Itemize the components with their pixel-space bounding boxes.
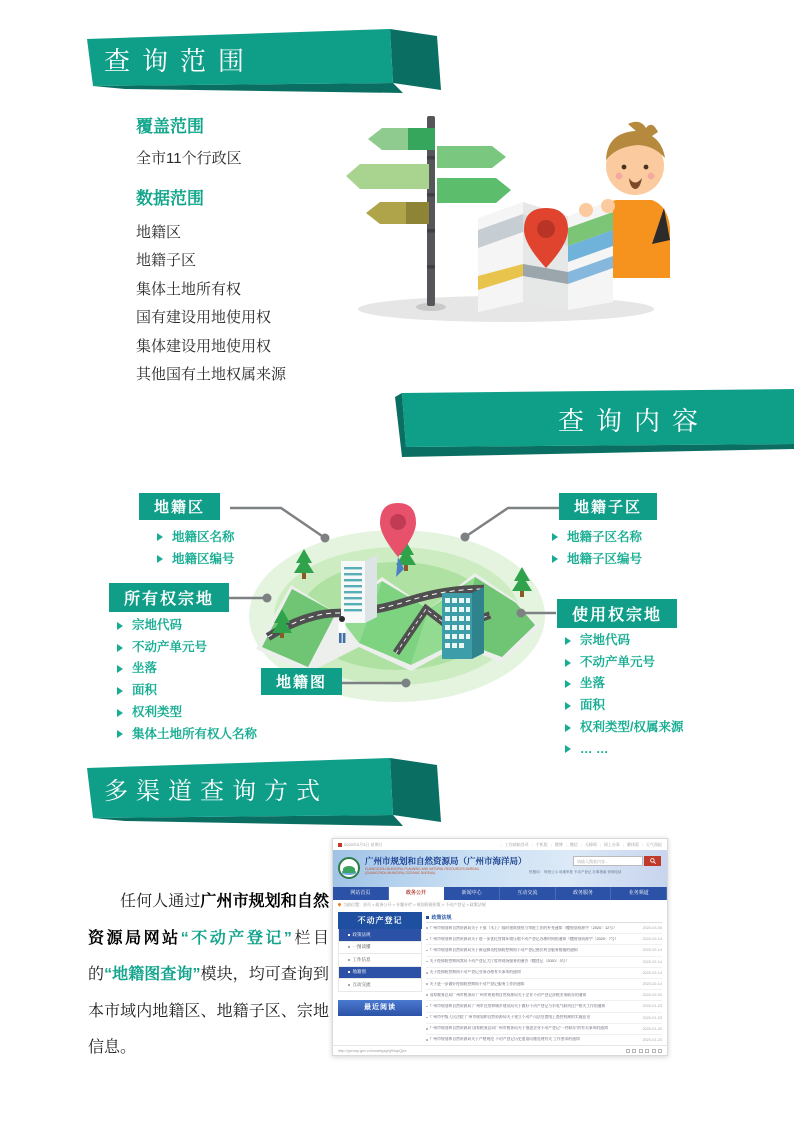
news-row: [426, 1001, 662, 1012]
paragraph-segment: 广州市规划和自然资源局网站: [88, 893, 329, 947]
news-row: [426, 934, 662, 945]
share-icon: [645, 1049, 649, 1053]
white-building-icon: [341, 555, 377, 623]
news-date: 2020-02-14: [642, 937, 662, 942]
attribute-label: 面积: [132, 683, 158, 698]
topbar-link: | 无障碍: [581, 842, 597, 848]
square-bullet-icon: [348, 971, 350, 973]
sidebar-item-label: 地籍图: [352, 969, 366, 975]
arrow-bullet-icon: [565, 724, 571, 732]
share-icon: [632, 1049, 636, 1053]
calendar-icon: [338, 843, 342, 847]
news-date: 2020-02-03: [642, 993, 662, 998]
attribute-item: [565, 630, 683, 652]
dot-bullet-icon: [426, 1039, 428, 1041]
topbar-link: | 天气预报: [642, 842, 662, 848]
dot-bullet-icon: [426, 939, 428, 941]
query-channels-banner-title: 多渠道查询方式: [104, 778, 328, 805]
news-date: 2020-01-20: [642, 1026, 662, 1031]
news-row: [426, 957, 662, 968]
attribute-item: [157, 548, 235, 570]
news-date: 2020-01-23: [642, 1015, 662, 1020]
teal-building-icon: [442, 587, 484, 659]
sidebar-item-label: 政策法规: [352, 931, 371, 937]
paragraph-segment: 任何人通过: [120, 893, 201, 910]
search-input: 请输入搜索内容...: [573, 856, 643, 866]
square-bullet-icon: [348, 959, 350, 961]
arrow-bullet-icon: [565, 745, 571, 753]
data-scope-item: 集体建设用地使用权: [136, 337, 272, 355]
topbar-link: | 工作邮箱登录: [501, 842, 529, 848]
dot-bullet-icon: [426, 972, 428, 974]
dot-bullet-icon: [426, 1028, 428, 1030]
signpost-and-traveler-illustration: [346, 106, 670, 338]
news-date: 2020-01-23: [642, 1037, 662, 1042]
site-body: [333, 909, 667, 1045]
attribute-item: [565, 717, 683, 739]
arrow-bullet-icon: [565, 637, 571, 645]
share-icon: [639, 1049, 643, 1053]
ownership-parcel-attributes: [117, 615, 257, 745]
news-date: 2020-02-14: [642, 959, 662, 964]
site-url: http://gzmap.gov.cn/smartgzghj/MapQjcx: [338, 1048, 407, 1053]
news-date: 2020-01-23: [642, 1004, 662, 1009]
news-title: 关于疫情防控期间我局不动产登记大厅暂停现场服务的通告（穗登记〔2020〕3号）: [429, 959, 570, 964]
news-rows: [426, 923, 662, 1046]
attribute-label: 不动产单元号: [132, 639, 208, 654]
arrow-bullet-icon: [117, 709, 123, 717]
attribute-item: [565, 739, 683, 761]
news-row: [426, 1013, 662, 1024]
attribute-label: … …: [580, 741, 609, 756]
topbar-link: | 网上办事: [600, 842, 620, 848]
attribute-item: [117, 615, 257, 637]
label-cadastral-subdistrict: 地籍子区: [559, 493, 657, 520]
site-sidebar: [338, 912, 422, 1043]
site-title: 广州市规划和自然资源局（广州市海洋局）: [365, 856, 527, 866]
website-screenshot: [332, 838, 668, 1056]
topbar-link: | 微信: [566, 842, 578, 848]
data-scope-heading: 数据范围: [136, 189, 204, 208]
label-cadastral-map: 地籍图: [261, 668, 342, 695]
attribute-item: [565, 673, 683, 695]
site-nav: [333, 887, 667, 900]
attribute-item: [552, 526, 642, 548]
news-row: [426, 979, 662, 990]
arrow-bullet-icon: [117, 622, 123, 630]
nav-item: 互动交流: [500, 887, 556, 900]
topbar-link: | 微博: [551, 842, 563, 848]
site-subtitle: GUANGZHOU MUNICIPAL PLANNING AND NATURAL RESOURCES BUREAU (GUANGZHOU MUNICIPAL OCEANIC BUREAU): [365, 867, 479, 876]
coverage-heading: 覆盖范围: [136, 117, 204, 136]
arrow-bullet-icon: [157, 555, 163, 563]
paragraph-segment: “地籍图查询”: [104, 966, 201, 983]
nav-item: 业务频道: [611, 887, 667, 900]
sidebar-item-label: 一图读懂: [352, 944, 371, 950]
paragraph-segment: 模块，均可查询到本市域内地籍区、地籍子区、宗地信息。: [88, 966, 329, 1056]
news-row: [426, 923, 662, 934]
site-date: 2020年5月3日 星期日: [344, 841, 383, 847]
sidebar-item-label: 互动交流: [352, 981, 371, 987]
arrow-bullet-icon: [552, 555, 558, 563]
attribute-label: 地籍区名称: [172, 530, 235, 544]
paragraph-segment: “不动产登记”: [180, 929, 292, 947]
attribute-item: [552, 548, 642, 570]
news-date: 2020-02-14: [642, 982, 662, 987]
arrow-bullet-icon: [117, 687, 123, 695]
news-title: 关于进一步做好疫情防控期间不动产登记服务工作的通知: [429, 981, 525, 986]
query-scope-banner-title: 查询范围: [104, 46, 257, 76]
dot-bullet-icon: [426, 961, 428, 963]
arrow-bullet-icon: [117, 644, 123, 652]
nav-item: 网站首页: [333, 887, 389, 900]
nav-item: 新闻中心: [444, 887, 500, 900]
usage-parcel-attributes: [565, 630, 683, 760]
arrow-bullet-icon: [157, 533, 163, 541]
share-icon: [658, 1049, 662, 1053]
news-title: 国家税务总局广州市税务局 广州市规划和自然资源局关于企业不动产登记涉税业务联办的通知: [429, 992, 587, 997]
news-title: 广州市规划和自然资源局关于严格规范 不动产登记历史遗留问题处理有关 工作要求的通知: [429, 1037, 580, 1042]
site-topbar-links: [501, 842, 662, 848]
site-footer: [333, 1045, 667, 1055]
news-group-title: 政策法规: [426, 912, 662, 923]
label-ownership-parcel: 所有权宗地: [109, 583, 229, 612]
attribute-item: [565, 652, 683, 674]
news-row: [426, 990, 662, 1001]
attribute-item: [117, 658, 257, 680]
news-date: 2020-02-14: [642, 948, 662, 953]
footer-share-icons: [626, 1049, 663, 1053]
arrow-bullet-icon: [565, 680, 571, 688]
nav-item: 政务公开: [389, 887, 445, 900]
attribute-label: 权利类型: [132, 704, 183, 719]
data-scope-item: 集体土地所有权: [136, 280, 242, 298]
square-bullet-icon: [426, 916, 429, 919]
news-list: [426, 912, 662, 1043]
attribute-label: 地籍子区编号: [567, 552, 643, 566]
arrow-bullet-icon: [117, 730, 123, 738]
attribute-item: [157, 526, 235, 548]
data-scope-item: 国有建设用地使用权: [136, 309, 272, 327]
sidebar-menu-item: [338, 967, 422, 980]
topbar-link: | 繁体版: [623, 842, 639, 848]
news-date: 2020-02-14: [642, 970, 662, 975]
share-icon: [652, 1049, 656, 1053]
news-title: 关于疫情防控期间不动产登记业务办理有关事项的通知: [429, 970, 521, 975]
attribute-item: [117, 724, 257, 746]
news-title: 广州市规划和自然资源局 国家税务总局广州市税务局关于推进企业不动产登记“一件联办”的有关事项的通知: [429, 1026, 608, 1031]
attribute-label: 宗地代码: [580, 633, 631, 647]
data-scope-item: 地籍区: [136, 224, 182, 241]
news-row: [426, 945, 662, 956]
square-bullet-icon: [348, 946, 350, 948]
topbar-link: | 手机版: [532, 842, 548, 848]
arrow-bullet-icon: [565, 659, 571, 667]
sidebar-menu-item: [338, 929, 422, 942]
news-title: 广州市规划和自然资源局关于新冠肺炎疫情防控期间不动产登记便民利企服务措施的通知: [429, 947, 578, 952]
attribute-item: [117, 702, 257, 724]
data-scope-item: 地籍子区: [136, 252, 197, 270]
breadcrumb: 当前位置：首页 > 政务公开 > 专题专栏 > 规划资源决策 > 不动产登记 > 政策法规: [333, 900, 667, 909]
attribute-item: [117, 637, 257, 659]
sidebar-header: 不动产登记: [338, 912, 422, 929]
data-scope-item: 其他国有土地权属来源: [136, 366, 287, 384]
map-icon: [478, 199, 615, 312]
arrow-bullet-icon: [117, 665, 123, 673]
sidebar-menu: [338, 929, 422, 992]
location-marker-icon: [337, 902, 341, 906]
arrow-bullet-icon: [565, 702, 571, 710]
square-bullet-icon: [348, 984, 350, 986]
share-icon: [626, 1049, 630, 1053]
sidebar-menu-item: [338, 954, 422, 967]
attribute-label: 宗地代码: [132, 618, 183, 632]
dot-bullet-icon: [426, 983, 428, 985]
square-bullet-icon: [348, 934, 350, 936]
attribute-item: [117, 680, 257, 702]
sidebar-menu-item: [338, 942, 422, 955]
dot-bullet-icon: [426, 994, 428, 996]
bureau-logo-icon: [338, 857, 360, 879]
news-row: [426, 968, 662, 979]
news-date: 2020-03-05: [642, 926, 662, 931]
sidebar-item-label: 工作信息: [352, 956, 371, 962]
news-row: [426, 1024, 662, 1035]
dot-bullet-icon: [426, 1017, 428, 1019]
label-cadastral-district: 地籍区: [139, 493, 220, 520]
recent-reading-button: 最近阅读: [338, 1000, 422, 1016]
news-title: 广州市中级人民法院 广州市规划和自然资源局关于建立不动产司法处置线上查控机制的实施意见: [429, 1015, 591, 1020]
search-button: [644, 856, 661, 866]
sidebar-menu-item: [338, 979, 422, 992]
attribute-label: 坐落: [580, 676, 606, 691]
news-title: 广州市规划和自然资源局 广州市住房和城乡建设局关于做好不动产登记与水电气联动过户相关工作的通知: [429, 1003, 606, 1008]
cadastral-subdistrict-attributes: [552, 526, 642, 570]
news-title: 广州市规划和自然资源局关于进一步优化营商环境压缩不动产登记办理时间的通知（穗规划资源字〔2020〕7号）: [429, 936, 619, 941]
attribute-label: 地籍区编号: [172, 552, 235, 566]
query-content-banner-title: 查询内容: [558, 406, 711, 436]
hot-search-words: 热搜词： 规划公示 用地审批 不动产登记 办事指南 咨询电话: [529, 869, 622, 874]
cadastral-district-attributes: [157, 526, 235, 570]
site-topbar: [333, 839, 667, 850]
paragraph-segment: 栏目的: [88, 929, 329, 983]
news-title: 广州市规划和自然资源局关于下放（水上）临时建筑使用与审批工作的补充通知（穗规划资源字〔2020〕12号）: [429, 925, 617, 930]
dot-bullet-icon: [426, 950, 428, 952]
coverage-value: 全市11个行政区: [136, 150, 242, 167]
attribute-label: 集体土地所有权人名称: [132, 726, 258, 741]
attribute-label: 面积: [580, 698, 606, 713]
attribute-label: 地籍子区名称: [567, 530, 643, 544]
magnifier-icon: [650, 858, 656, 864]
attribute-item: [565, 695, 683, 717]
site-header: [333, 850, 667, 887]
channels-paragraph: [88, 884, 329, 1067]
nav-item: 政务服务: [556, 887, 612, 900]
attribute-label: 权利类型/权属来源: [580, 719, 684, 734]
label-usage-parcel: 使用权宗地: [557, 599, 677, 628]
attribute-label: 不动产单元号: [580, 654, 656, 669]
dot-bullet-icon: [426, 927, 428, 929]
attribute-label: 坐落: [132, 661, 158, 676]
arrow-bullet-icon: [552, 533, 558, 541]
dot-bullet-icon: [426, 1006, 428, 1008]
